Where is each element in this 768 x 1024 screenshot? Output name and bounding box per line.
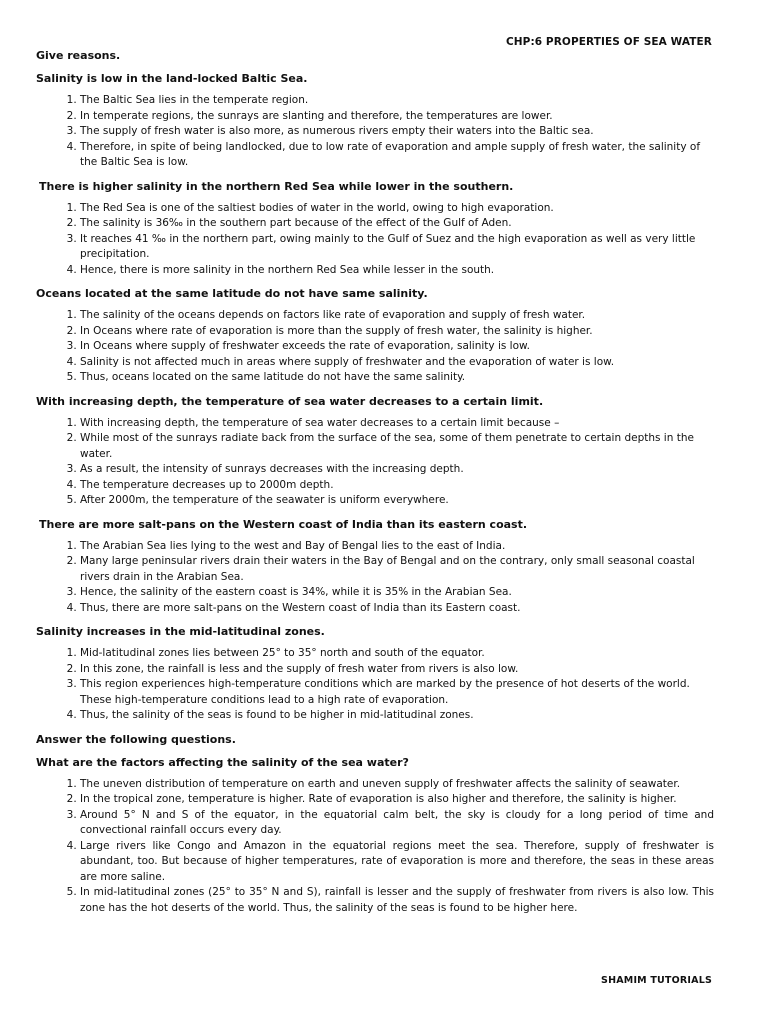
list-item: 1. The salinity of the oceans depends on factors like rate of evaporation and supply of fresh water. [80,308,714,324]
list-item: 2. In Oceans where rate of evaporation is more than the supply of fresh water, the salinity is higher. [80,324,714,340]
list-item: 4. Thus, there are more salt-pans on the Western coast of India than its Eastern coast. [80,601,714,617]
reason-list [36,308,714,386]
list-item: 2. In temperate regions, the sunrays are slanting and therefore, the temperatures are lower. [80,109,714,125]
list-item: 3. In Oceans where supply of freshwater exceeds the rate of evaporation, salinity is low. [80,339,714,355]
document-body [36,49,714,925]
reason-list [36,646,714,724]
reason-list [36,93,714,171]
list-item: 3. This region experiences high-temperature conditions which are marked by the presence of hot deserts of the world. These high-temperature conditions lead to a high rate of evaporation. [80,677,714,708]
list-item: 2. Many large peninsular rivers drain their waters in the Bay of Bengal and on the contrary, only small seasonal coastal rivers drain in the Arabian Sea. [80,554,714,585]
list-item: 4. Hence, there is more salinity in the northern Red Sea while lesser in the south. [80,263,714,279]
list-item: 1. With increasing depth, the temperature of sea water decreases to a certain limit because – [80,416,714,432]
list-item: 3. As a result, the intensity of sunrays decreases with the increasing depth. [80,462,714,478]
list-item: 3. Around 5° N and S of the equator, in the equatorial calm belt, the sky is cloudy for a long period of time and convectional rainfall occurs every day. [80,808,714,839]
chapter-title: CHP:6 PROPERTIES OF SEA WATER [505,36,712,48]
reason-list [36,201,714,279]
list-item: 4. Therefore, in spite of being landlocked, due to low rate of evaporation and ample supply of fresh water, the salinity of the Baltic Sea is low. [80,140,714,171]
give-reasons-heading: Give reasons. [36,49,121,62]
question-heading: What are the factors affecting the salinity of the sea water? [36,755,409,769]
list-item: 2. The salinity is 36‰ in the southern part because of the effect of the Gulf of Aden. [80,216,714,232]
list-item: 5. Thus, oceans located on the same latitude do not have the same salinity. [80,370,714,386]
list-item: 2. In this zone, the rainfall is less and the supply of fresh water from rivers is also low. [80,662,714,678]
section-heading: There are more salt-pans on the Western coast of India than its eastern coast. [39,517,528,531]
list-item: 4. Thus, the salinity of the seas is found to be higher in mid-latitudinal zones. [80,708,714,724]
reason-list [36,416,714,509]
list-item: 4. Salinity is not affected much in areas where supply of freshwater and the evaporation of water is low. [80,355,714,371]
answer-heading: Answer the following questions. [36,732,236,746]
list-item: 1. The uneven distribution of temperature on earth and uneven supply of freshwater affects the salinity of seawater. [80,777,714,793]
list-item: 4. Large rivers like Congo and Amazon in the equatorial regions meet the sea. Therefore, supply of freshwater is abundant, too. But because of higher temperatures, rate of evaporation is more and therefore, the seas in these areas are more saline. [80,839,714,886]
section-heading: Oceans located at the same latitude do not have same salinity. [36,287,428,300]
list-item: 4. The temperature decreases up to 2000m depth. [80,478,714,494]
list-item: 3. Hence, the salinity of the eastern coast is 34%, while it is 35% in the Arabian Sea. [80,585,714,601]
list-item: 1. The Baltic Sea lies in the temperate region. [80,93,714,109]
list-item: 5. After 2000m, the temperature of the seawater is uniform everywhere. [80,493,714,509]
section-heading: Salinity increases in the mid-latitudinal zones. [36,625,325,638]
reason-list [36,539,714,617]
section-heading: Salinity is low in the land-locked Baltic Sea. [36,72,308,85]
list-item: 2. In the tropical zone, temperature is higher. Rate of evaporation is also higher and therefore, the salinity is higher. [80,792,714,808]
list-item: 5. In mid-latitudinal zones (25° to 35° N and S), rainfall is lesser and the supply of freshwater from rivers is also low. This zone has the hot deserts of the world. Thus, the salinity of the seas is found to be higher here. [80,885,714,916]
list-item: 3. It reaches 41 ‰ in the northern part, owing mainly to the Gulf of Suez and the high evaporation as well as very little precipitation. [80,232,714,263]
list-item: 2. While most of the sunrays radiate back from the surface of the sea, some of them penetrate to certain depths in the water. [80,431,714,462]
list-item: 1. The Red Sea is one of the saltiest bodies of water in the world, owing to high evaporation. [80,201,714,217]
list-item: 3. The supply of fresh water is also more, as numerous rivers empty their waters into the Baltic sea. [80,124,714,140]
section-heading: With increasing depth, the temperature of sea water decreases to a certain limit. [36,394,544,408]
list-item: 1. The Arabian Sea lies lying to the west and Bay of Bengal lies to the east of India. [80,539,714,555]
footer-brand: SHAMIM TUTORIALS [601,975,712,986]
list-item: 1. Mid-latitudinal zones lies between 25° to 35° north and south of the equator. [80,646,714,662]
answer-list [36,777,714,917]
section-heading: There is higher salinity in the northern Red Sea while lower in the southern. [39,179,514,193]
